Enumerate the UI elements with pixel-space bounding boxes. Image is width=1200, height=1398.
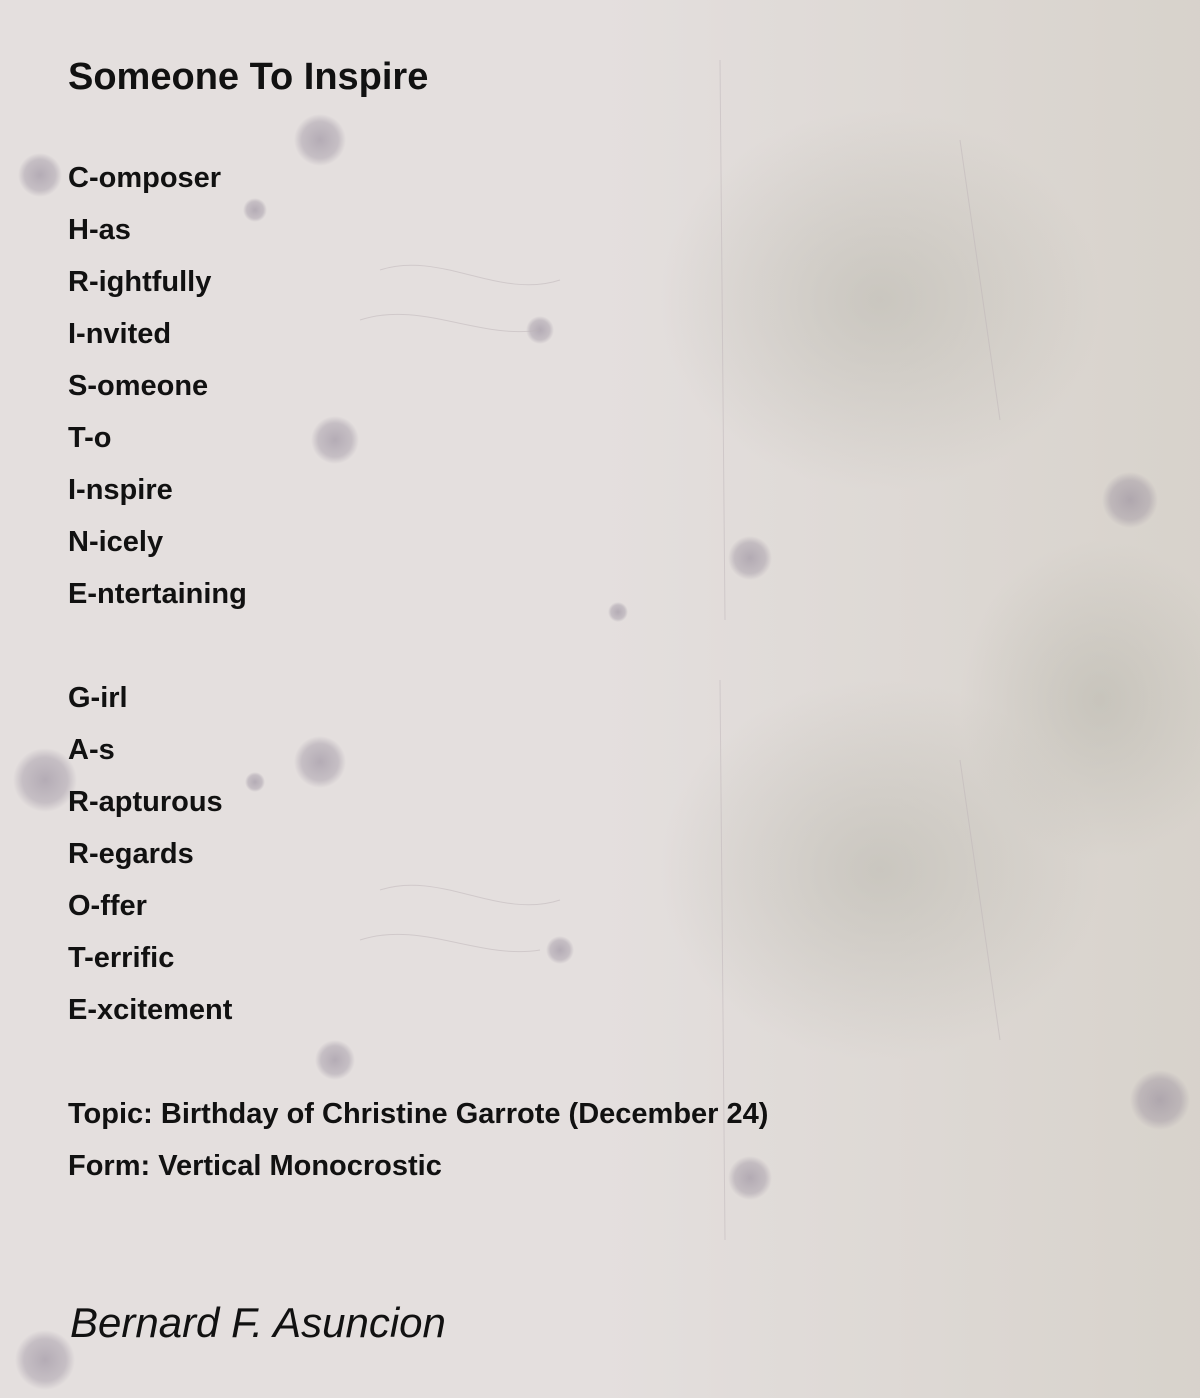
- poem-line: O-ffer: [68, 890, 147, 922]
- poem-line: E-ntertaining: [68, 578, 247, 610]
- form-line: Form: Vertical Monocrostic: [68, 1150, 442, 1182]
- poem-line: R-egards: [68, 838, 194, 870]
- stanza-2: [68, 672, 232, 1036]
- poem-line: G-irl: [68, 682, 128, 714]
- poem-line: R-ightfully: [68, 266, 212, 298]
- stanza-1: [68, 152, 247, 620]
- poem-line: C-omposer: [68, 162, 222, 194]
- poem-line: I-nvited: [68, 318, 172, 350]
- poem-line: H-as: [68, 214, 131, 246]
- topic-line: Topic: Birthday of Christine Garrote (December 24): [68, 1098, 769, 1130]
- poem-line: N-icely: [68, 526, 164, 558]
- poem-line: A-s: [68, 734, 115, 766]
- stanza-notes: [68, 1088, 768, 1192]
- poem-line: T-o: [68, 422, 112, 454]
- poem-line: T-errific: [68, 942, 175, 974]
- author-name: Bernard F. Asuncion: [70, 1299, 446, 1346]
- poem-line: S-omeone: [68, 370, 209, 402]
- poem-line: R-apturous: [68, 786, 223, 818]
- poem-line: E-xcitement: [68, 994, 233, 1026]
- poem-title: Someone To Inspire: [68, 56, 429, 98]
- poem-line: I-nspire: [68, 474, 173, 506]
